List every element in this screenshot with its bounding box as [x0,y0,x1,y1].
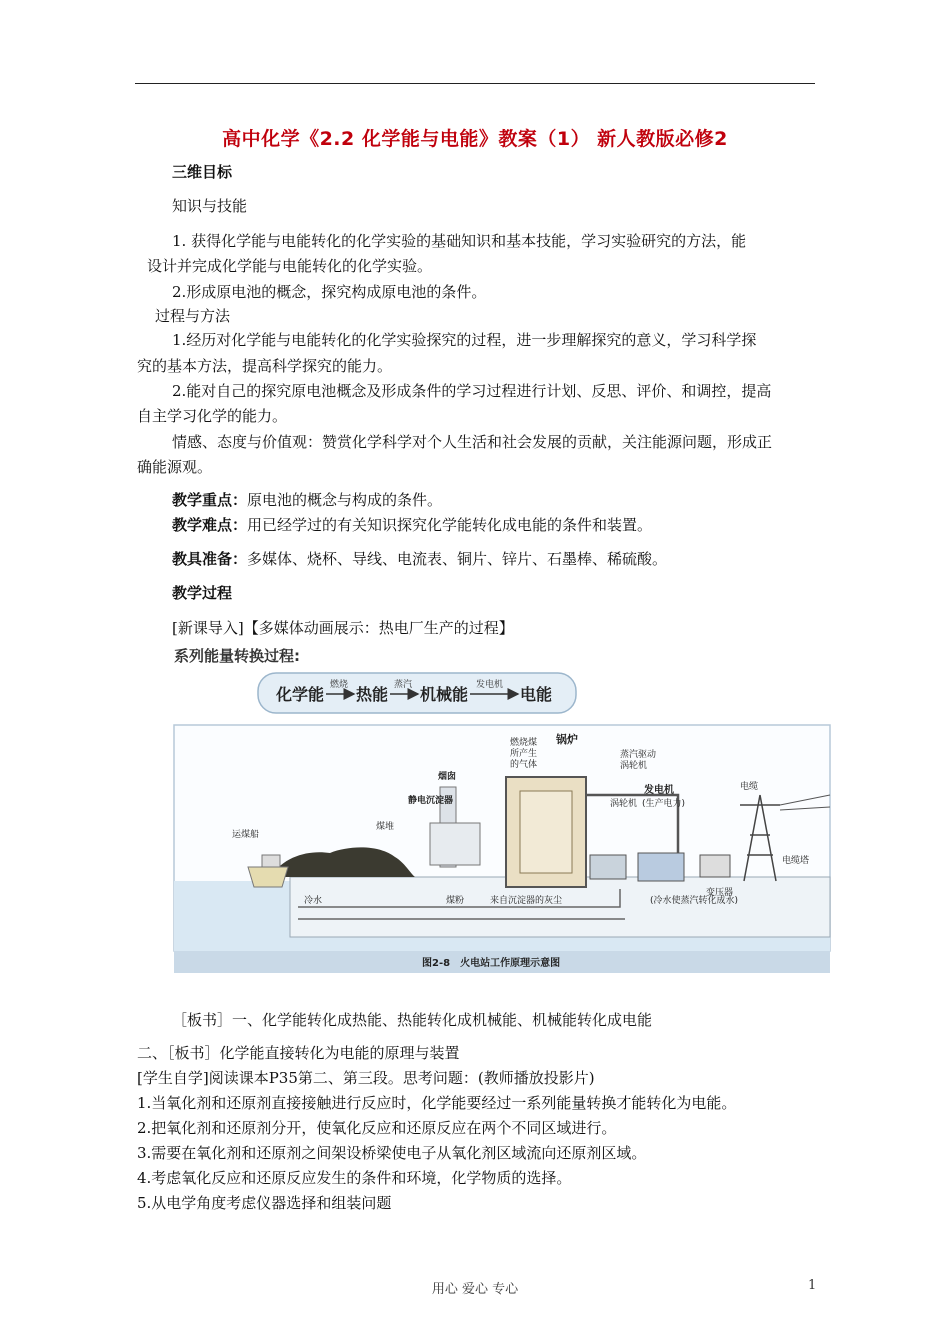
teaching-focus [172,490,442,510]
process-heading: 过程与方法 [155,307,231,325]
chain-heat: 热能 [356,685,389,704]
goals-heading: 三维目标 [172,163,233,181]
teaching-tools [172,549,667,569]
label-turbine: 涡轮机 [610,799,638,809]
label-boiler: 锅炉 [556,733,578,746]
tools-label: 教具准备： [172,550,248,568]
knowledge-item-2: 2.形成原电池的概念，探究构成原电池的条件。 [172,283,487,301]
label-tower: 电缆塔 [782,856,810,866]
label-ash: 来自沉淀器的灰尘 [490,896,563,906]
label-flue-3: 的气体 [510,760,538,770]
label-flue-2: 所产生 [510,749,538,759]
knowledge-item-1-cont: 设计并完成化学能与电能转化的化学实验。 [147,257,433,275]
new-lesson-intro: [新课导入]【多媒体动画展示：热电厂生产的过程】 [172,619,514,637]
process-item-1-cont: 究的基本方法，提高科学探究的能力。 [137,357,393,375]
label-coal-pile: 煤堆 [376,822,395,832]
knowledge-heading: 知识与技能 [172,197,248,215]
boiler-inner [520,791,572,873]
arrow-label-generator: 发电机 [476,680,504,690]
process-item-1: 1.经历对化学能与电能转化的化学实验探究的过程，进一步理解探究的意义，学习科学探 [172,331,757,349]
label-ship: 运煤船 [232,830,260,840]
difficulty-text: 用已经学过的有关知识探究化学能转化成电能的条件和装置。 [247,516,653,534]
precipitator-shape [430,823,480,865]
chain-chemical: 化学能 [276,685,325,704]
label-steam-turbine-1: 蒸汽驱动 [620,750,657,760]
transformer-shape [700,855,730,877]
coal-ship-shape [248,867,288,887]
focus-text: 原电池的概念与构成的条件。 [247,491,443,509]
label-coal-powder: 煤粉 [446,896,465,906]
chain-electric: 电能 [520,685,553,704]
label-generator-sub: (生产电力) [642,799,686,809]
question-1: 1.当氧化剂和还原剂直接接触进行反应时，化学能要经过一系列能量转换才能转化为电能。 [137,1094,737,1112]
teaching-process-heading: 教学过程 [172,584,233,602]
arrow-label-steam: 蒸汽 [394,680,413,690]
header-rule [135,83,815,84]
tools-text: 多媒体、烧杯、导线、电流表、铜片、锌片、石墨棒、稀硫酸。 [247,550,668,568]
label-flue-1: 燃烧煤 [510,738,538,748]
label-chimney: 烟囱 [438,772,457,782]
label-generator: 发电机 [644,785,674,796]
question-5: 5.从电学角度考虑仪器选择和组装问题 [137,1194,392,1212]
label-steam-turbine-2: 涡轮机 [620,761,648,771]
emotion-item-cont: 确能源观。 [137,458,213,476]
board-note-2: 二、［板书］化学能直接转化为电能的原理与装置 [137,1044,460,1062]
focus-label: 教学重点： [172,491,248,509]
question-3: 3.需要在氧化剂和还原剂之间架设桥梁使电子从氧化剂区域流向还原剂区域。 [137,1144,647,1162]
emotion-item: 情感、态度与价值观：赞赏化学科学对个人生活和社会发展的贡献，关注能源问题，形成正 [172,433,773,451]
chain-mechanical: 机械能 [420,685,469,704]
label-cold-water: 冷水 [304,896,323,906]
knowledge-item-1: 1. 获得化学能与电能转化的化学实验的基础知识和基本技能，学习实验研究的方法，能 [172,232,747,250]
label-condense: (冷水使蒸汽转化成水) [650,896,739,906]
label-cable: 电缆 [740,782,759,792]
figure-heading: 系列能量转换过程: [174,647,300,665]
question-2: 2.把氧化剂和还原剂分开，使氧化反应和还原反应在两个不同区域进行。 [137,1119,617,1137]
question-4: 4.考虑氧化反应和还原反应发生的条件和环境，化学物质的选择。 [137,1169,572,1187]
difficulty-label: 教学难点： [172,516,248,534]
page-title: 高中化学《2.2 化学能与电能》教案（1） 新人教版必修2 [222,128,728,150]
page-footer: 用心 爱心 专心 [431,1282,519,1297]
teaching-difficulty [172,515,652,535]
power-plant-figure [170,645,832,975]
self-study: [学生自学]阅读课本P35第二、第三段。思考问题：(教师播放投影片) [137,1069,595,1087]
label-transformer: 变压器 [706,888,734,898]
process-item-2: 2.能对自己的探究原电池概念及形成条件的学习过程进行计划、反思、评价、和调控，提高 [172,382,772,400]
label-precipitator: 静电沉淀器 [408,796,454,806]
coal-ship-cabin [262,855,280,867]
figure-caption: 图2-8 火电站工作原理示意图 [422,958,561,969]
board-note-1: ［板书］一、化学能转化成热能、热能转化成机械能、机械能转化成电能 [172,1011,653,1029]
page-number: 1 [808,1278,817,1293]
generator-shape [638,853,684,881]
arrow-label-burn: 燃烧 [330,680,349,690]
turbine-shape [590,855,626,879]
process-item-2-cont: 自主学习化学的能力。 [137,407,288,425]
